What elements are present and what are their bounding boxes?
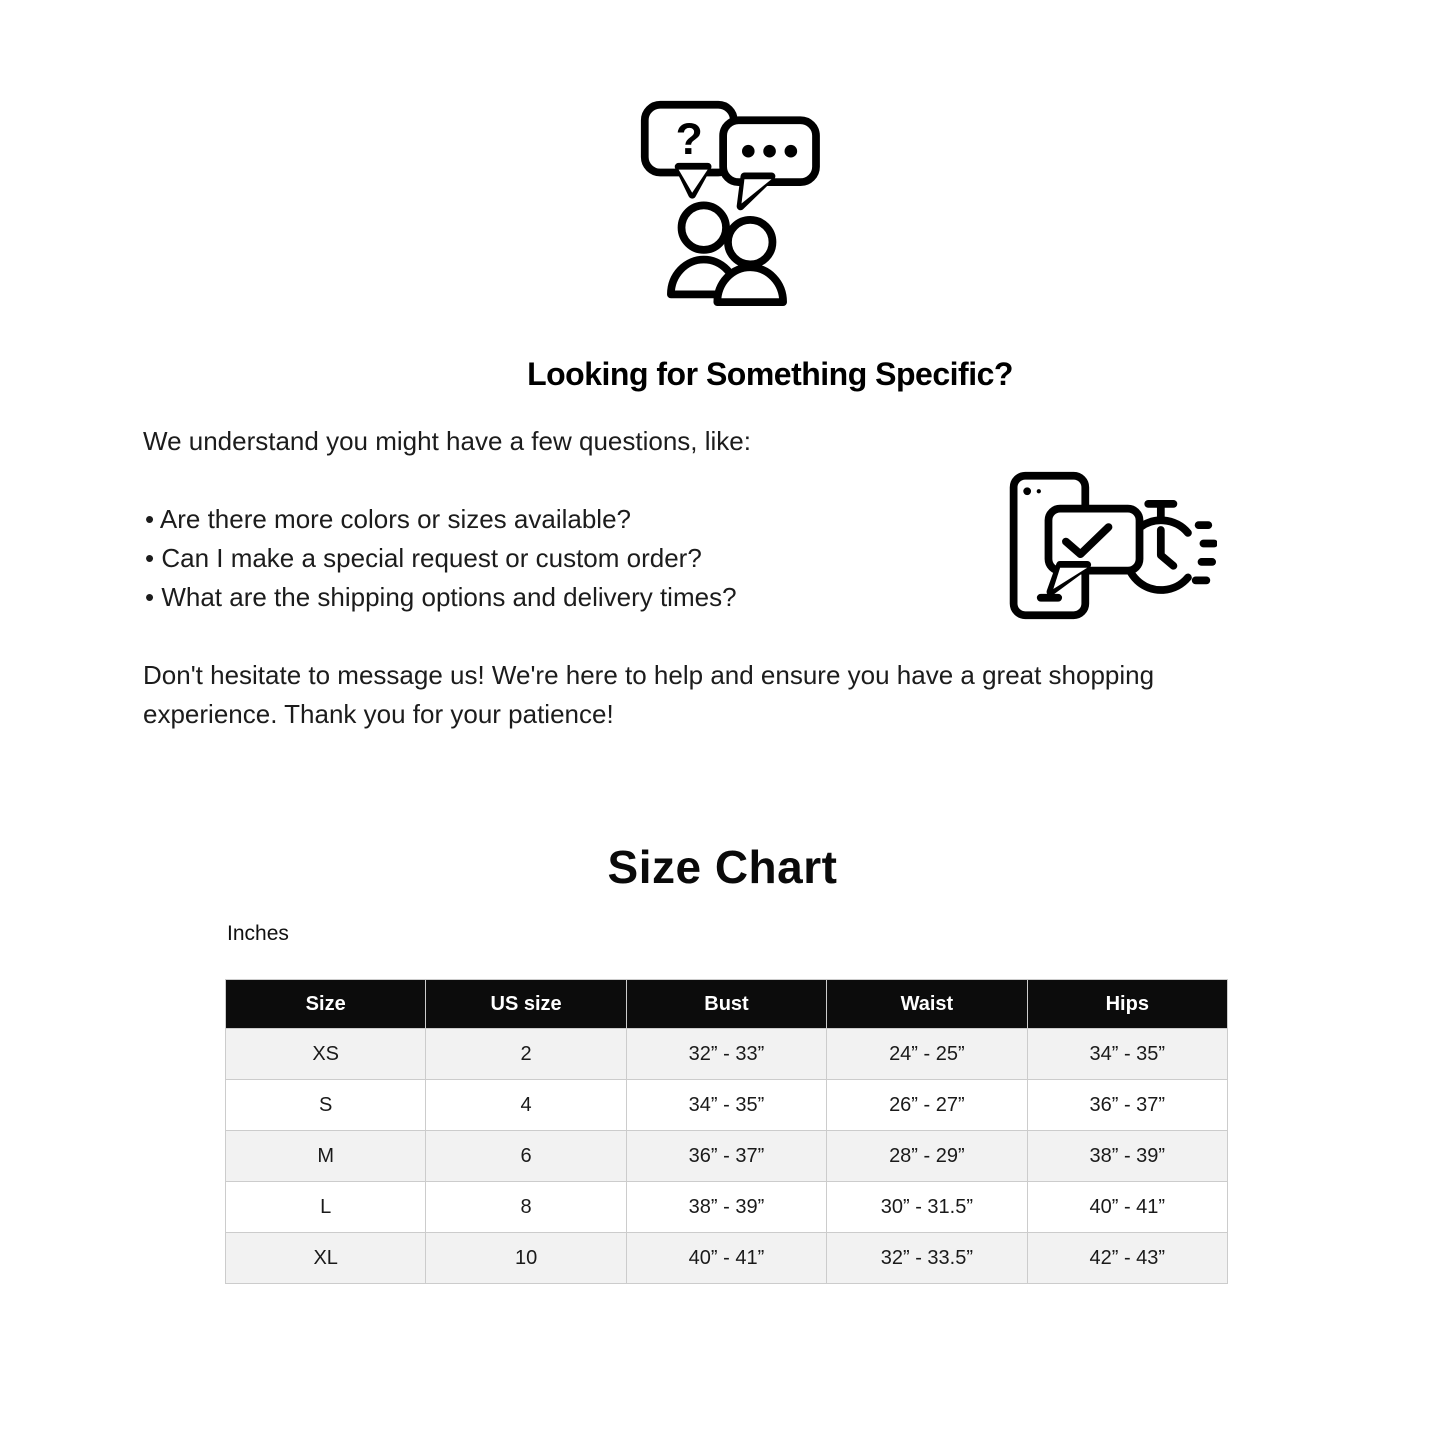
size-table-cell: 28” - 29” xyxy=(827,1131,1027,1182)
size-table-cell: 34” - 35” xyxy=(1027,1029,1227,1080)
size-table-column-header: Bust xyxy=(626,980,826,1029)
size-table-header-row xyxy=(226,980,1228,1029)
size-table-cell: 2 xyxy=(426,1029,626,1080)
size-table-cell: 32” - 33” xyxy=(626,1029,826,1080)
size-table-cell: 26” - 27” xyxy=(827,1080,1027,1131)
person-head xyxy=(728,220,773,265)
fast-reply-phone-stopwatch-icon xyxy=(1002,466,1217,628)
size-chart-title: Size Chart xyxy=(607,841,838,893)
closing-message-text: Don't hesitate to message us! We're here to help and ensure you have a great shopping experience. Thank you for your patience! xyxy=(143,660,1155,729)
size-table-column-header: US size xyxy=(426,980,626,1029)
size-table-row xyxy=(226,1233,1228,1284)
size-chart-table xyxy=(225,979,1228,1284)
question-bullet: • What are the shipping options and delivery times? xyxy=(145,582,737,612)
size-table-cell: 8 xyxy=(426,1182,626,1233)
size-table-cell: 40” - 41” xyxy=(1027,1182,1227,1233)
intro-lead-text: We understand you might have a few questions, like: xyxy=(143,426,751,456)
phone-camera-dot-small xyxy=(1037,489,1041,493)
phone-camera-dot xyxy=(1023,487,1031,495)
size-table-cell: 4 xyxy=(426,1080,626,1131)
size-table-cell: 32” - 33.5” xyxy=(827,1233,1027,1284)
person-body xyxy=(717,267,783,302)
size-table-row xyxy=(226,1080,1228,1131)
size-table-cell: 10 xyxy=(426,1233,626,1284)
question-bullet: • Are there more colors or sizes available? xyxy=(145,504,631,534)
size-table-cell: M xyxy=(226,1131,426,1182)
size-table-cell: 30” - 31.5” xyxy=(827,1182,1027,1233)
question-bullet: • Can I make a special request or custom order? xyxy=(145,543,702,573)
ellipsis-dot xyxy=(785,145,798,158)
page-title: Looking for Something Specific? xyxy=(527,356,1013,392)
size-table-cell: 40” - 41” xyxy=(626,1233,826,1284)
size-table-column-header: Size xyxy=(226,980,426,1029)
size-chart-unit-label: Inches xyxy=(227,922,289,945)
size-table-body xyxy=(226,1029,1228,1284)
size-table-row xyxy=(226,1182,1228,1233)
size-table-row xyxy=(226,1131,1228,1182)
size-table-cell: 38” - 39” xyxy=(1027,1131,1227,1182)
question-answer-chat-icon-svg xyxy=(634,98,820,306)
stopwatch-hands xyxy=(1161,530,1174,566)
size-table-cell: 36” - 37” xyxy=(626,1131,826,1182)
question-answer-chat-icon xyxy=(634,98,820,311)
fast-reply-icon-svg xyxy=(1002,466,1217,623)
size-table-cell: 38” - 39” xyxy=(626,1182,826,1233)
size-table-cell: XS xyxy=(226,1029,426,1080)
size-table-cell: 34” - 35” xyxy=(626,1080,826,1131)
size-table-column-header: Hips xyxy=(1027,980,1227,1029)
question-mark-glyph: ? xyxy=(675,115,703,165)
size-table-cell: 6 xyxy=(426,1131,626,1182)
ellipsis-dot xyxy=(763,145,776,158)
size-table-cell: 42” - 43” xyxy=(1027,1233,1227,1284)
size-table-cell: L xyxy=(226,1182,426,1233)
person-head xyxy=(682,205,727,250)
size-table-column-header: Waist xyxy=(827,980,1027,1029)
size-table-cell: 36” - 37” xyxy=(1027,1080,1227,1131)
ellipsis-dot xyxy=(742,145,755,158)
size-table-row xyxy=(226,1029,1228,1080)
question-list xyxy=(145,500,737,617)
size-table-cell: S xyxy=(226,1080,426,1131)
size-table-cell: XL xyxy=(226,1233,426,1284)
size-table-cell: 24” - 25” xyxy=(827,1029,1027,1080)
